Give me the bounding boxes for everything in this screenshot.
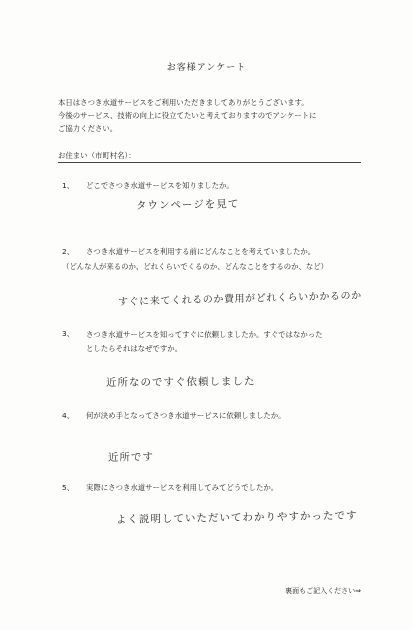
answer-3: 近所なのですぐ依頼しました: [105, 375, 256, 389]
question-5-text: 実際にさつき水道サービスを利用してみてどうでしたか。: [86, 483, 279, 492]
answer-4: 近所です: [107, 451, 155, 464]
question-1-number: 1、: [62, 181, 75, 190]
address-label: お住まい（市町村名）：: [58, 151, 136, 160]
question-2-number: 2、: [62, 247, 75, 256]
page-title: お客様アンケート: [166, 63, 247, 73]
question-3-number: 3、: [62, 329, 75, 338]
question-4-text: 何が決め手となってさつき水道サービスに依頼しましたか。: [86, 411, 286, 420]
question-2-subtext: （どんな人が来るのか、どれくらいでくるのか、どんなことをするのか、など）: [62, 262, 329, 271]
question-5-number: 5、: [62, 483, 75, 492]
address-underline: [58, 162, 361, 163]
question-3-text: さつき水道サービスを知ってすぐに依頼しましたか。すぐではなかった としたらそれはなぜですか。: [86, 330, 323, 353]
question-4-number: 4、: [62, 411, 75, 420]
answer-2: すぐに来てくれるのか費用がどれくらいかかるのか: [117, 290, 362, 308]
question-1-text: どこでさつき水道サービスを知りましたか。: [86, 181, 234, 190]
intro-text: 本日はさつき水道サービスをご利用いただきましてありがとうございます。 今後のサービス、技術の向上に役立てたいと考えておりますのでアンケートに ご協力ください。: [58, 98, 317, 133]
footer-note: 裏面もご記入ください⇒: [285, 587, 361, 595]
question-2-text: さつき水道サービスを利用する前にどんなことを考えていましたか。: [86, 247, 316, 256]
answer-1: タウンページを見て: [135, 198, 240, 212]
answer-5: よく説明していただいてわかりやすかったです: [115, 509, 358, 526]
